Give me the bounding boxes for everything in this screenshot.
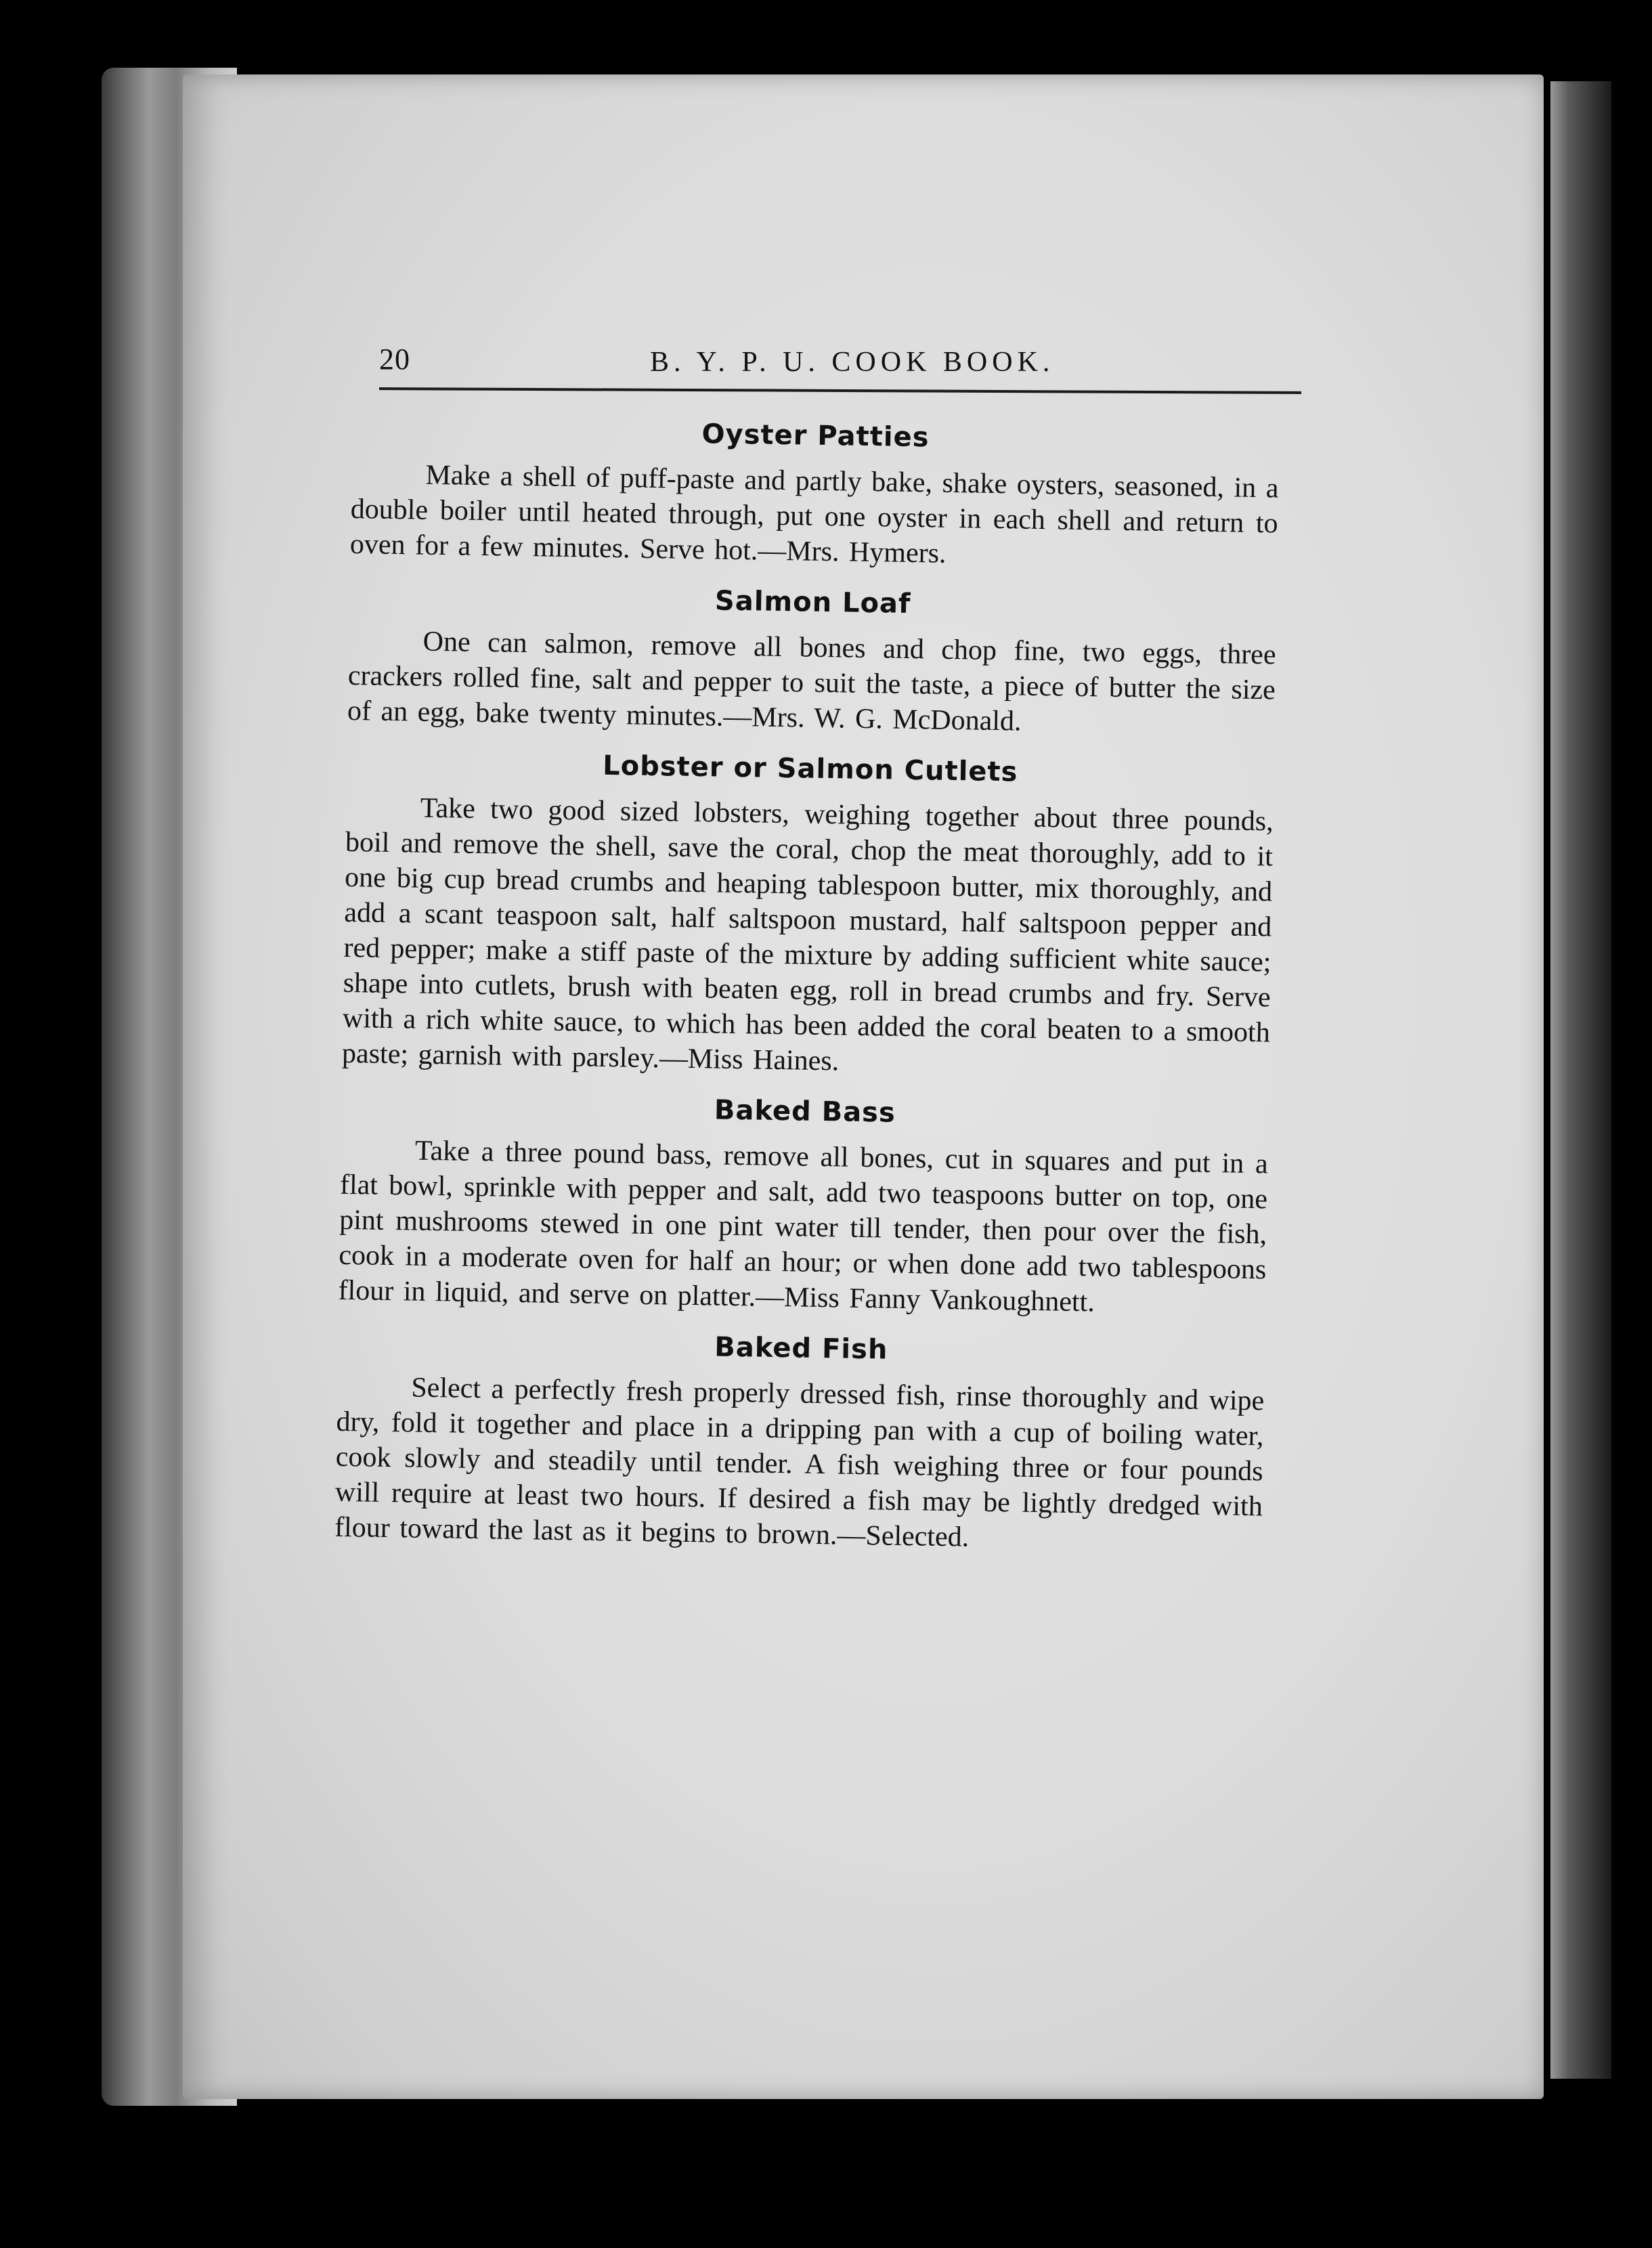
recipe-baked-bass bbox=[338, 1089, 1269, 1322]
recipe-title: Lobster or Salmon Cutlets bbox=[602, 750, 1018, 788]
recipe-body: One can salmon, remove all bones and chop fine, two eggs, three crackers rolled fine, salt and pepper to suit the taste, a piece of butter the size of an egg, bake twenty minutes.—Mrs. W. G. McDonald. bbox=[347, 626, 1276, 737]
recipe-title: Baked Fish bbox=[714, 1331, 888, 1366]
recipe-baked-fish bbox=[334, 1326, 1265, 1559]
recipe-oyster-patties bbox=[350, 413, 1280, 576]
recipe-body: Select a perfectly fresh properly dressed fish, rinse thoroughly and wipe dry, fold it together and place in a dripping pan with a cup of boiling water, cook slowly and steadily until tender. A fish weighing three or four pounds will require at least two hours. If desired a fish may be lightly dredged with flour toward the last as it begins to brown.—Selected. bbox=[334, 1372, 1265, 1553]
recipe-title: Oyster Patties bbox=[701, 418, 930, 454]
recipe-list bbox=[329, 413, 1280, 1903]
page-number: 20 bbox=[379, 343, 410, 376]
book-title: B. Y. P. U. COOK BOOK. bbox=[650, 347, 1055, 378]
running-head bbox=[379, 342, 1300, 389]
recipe-lobster-salmon-cutlets bbox=[342, 746, 1274, 1085]
book-board-edge bbox=[1550, 81, 1611, 2079]
recipe-title: Baked Bass bbox=[714, 1094, 896, 1129]
recipe-body: Make a shell of puff-paste and partly bake, shake oysters, seasoned, in a double boiler until heated through, put one oyster in each shell and return to oven for a few minutes. Serve hot.—Mrs. Hymers. bbox=[349, 459, 1279, 569]
recipe-salmon-loaf bbox=[347, 580, 1277, 743]
recipe-body: Take a three pound bass, remove all bones, cut in squares and put in a flat bowl, sprinkle with pepper and salt, add two teaspoons butter on top, one pint mushrooms stewed in one pint water till tender, then pour over the fish, cook in a moderate oven for half an hour; or when done add two tablespoons flour in liquid, and serve on platter.—Miss Fanny Vankoughnett. bbox=[338, 1135, 1269, 1318]
recipe-title: Salmon Loaf bbox=[714, 585, 911, 620]
recipe-body: Take two good sized lobsters, weighing together about three pounds, boil and remove the shell, save the coral, chop the meat thoroughly, add to it one big cup bread crumbs and heaping tablespoon butter, mix thoroughly, and add a scant teaspoon salt, half saltspoon mustard, half saltspoon pepper and red pepper; make a stiff paste of the mixture by adding sufficient white sauce; shape into cutlets, brush with beaten egg, roll in bread crumbs and fry. Serve with a rich white sauce, to which has been added the coral beaten to a smooth paste; garnish with parsley.—Miss Haines. bbox=[341, 792, 1274, 1077]
